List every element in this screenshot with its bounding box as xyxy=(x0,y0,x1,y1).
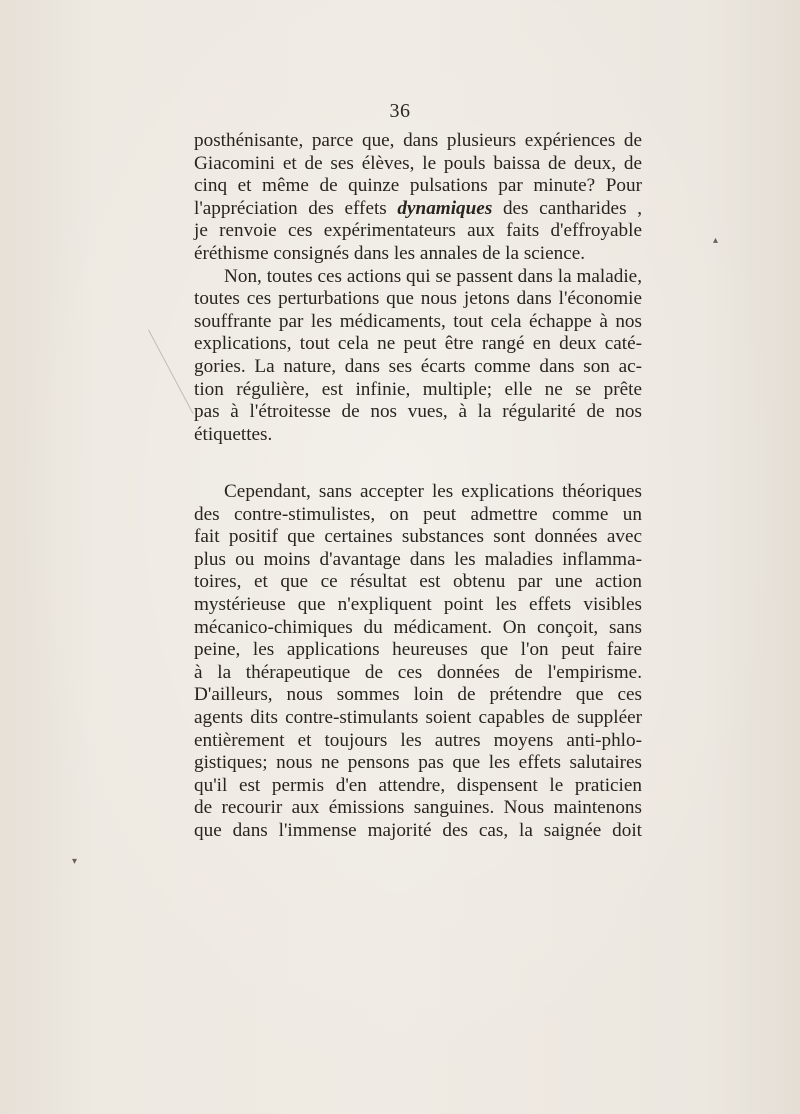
emphasis-dynamiques: dynamiques xyxy=(397,197,493,219)
text-line: agents dits contre-stimulants soient capables de suppléer xyxy=(194,706,642,728)
text-line: cinq et même de quinze pulsations par minute? Pour xyxy=(194,175,642,197)
text-line: de recourir aux émissions sanguines. Nous maintenons xyxy=(194,797,642,819)
text-line: souffrante par les médicaments, tout cela échappe à nos xyxy=(194,310,642,332)
paragraph-1 xyxy=(194,130,642,266)
paragraph-3 xyxy=(194,481,642,843)
text-line: posthénisante, parce que, dans plusieurs expériences de xyxy=(194,130,642,151)
margin-speck: ▴ xyxy=(713,235,719,246)
text-line: étiquettes. xyxy=(194,423,273,445)
text-block-lower xyxy=(194,481,642,843)
text-line: gories. La nature, dans ses écarts comme dans son ac- xyxy=(194,355,642,377)
text-line: Cependant, sans accepter les explications théoriques xyxy=(224,481,642,502)
text-line: tion régulière, est infinie, multiple; elle ne se prête xyxy=(194,378,642,400)
margin-scratch-mark xyxy=(148,330,193,414)
text-line: je renvoie ces expérimentateurs aux faits d'effroyable xyxy=(194,220,642,242)
text-line: plus ou moins d'avantage dans les maladies inflamma- xyxy=(194,548,642,570)
text-line: pas à l'étroitesse de nos vues, à la régularité de nos xyxy=(194,401,642,423)
text-line: peine, les applications heureuses que l'on peut faire xyxy=(194,639,642,661)
text-span: l'appréciation des effets xyxy=(194,197,398,219)
text-line: qu'il est permis d'en attendre, dispensent le praticien xyxy=(194,774,642,796)
text-line: mystérieuse que n'expliquent point les effets visibles xyxy=(194,593,642,615)
text-line: explications, tout cela ne peut être rangé en deux caté- xyxy=(194,333,642,355)
text-line: que dans l'immense majorité des cas, la saignée doit xyxy=(194,819,642,841)
text-span: des cantharides , xyxy=(492,197,642,219)
text-line: fait positif que certaines substances sont données avec xyxy=(194,526,642,548)
text-line: toires, et que ce résultat est obtenu par une action xyxy=(194,571,642,593)
page-number: 36 xyxy=(389,100,411,122)
text-line: gistiques; nous ne pensons pas que les effets salutaires xyxy=(194,752,642,774)
text-block-upper xyxy=(194,130,642,446)
text-line xyxy=(194,198,642,221)
text-line: des contre-stimulistes, on peut admettre comme un xyxy=(194,503,642,525)
text-line: entièrement et toujours les autres moyens anti-phlo- xyxy=(194,729,642,751)
text-line: éréthisme consignés dans les annales de la science. xyxy=(194,242,586,264)
text-line: D'ailleurs, nous sommes loin de prétendre que ces xyxy=(194,684,642,706)
text-line: Giacomini et de ses élèves, le pouls baissa de deux, de xyxy=(194,152,642,174)
margin-speck: ▾ xyxy=(72,856,78,867)
text-line: mécanico-chimiques du médicament. On conçoit, sans xyxy=(194,616,642,638)
text-line: toutes ces perturbations que nous jetons dans l'économie xyxy=(194,288,642,310)
paragraph-2 xyxy=(194,266,642,447)
text-line: Non, toutes ces actions qui se passent dans la maladie, xyxy=(224,265,642,287)
text-line: à la thérapeutique de ces données de l'empirisme. xyxy=(194,661,642,683)
